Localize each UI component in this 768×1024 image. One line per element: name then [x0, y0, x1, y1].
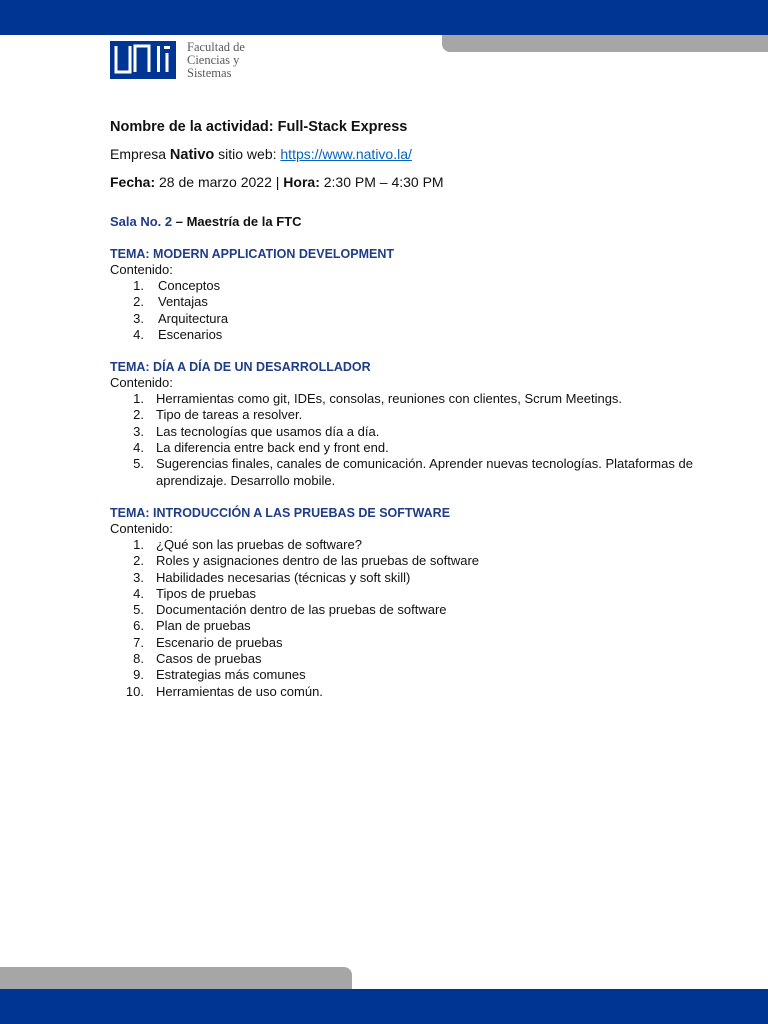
activity-title: Nombre de la actividad: Full-Stack Express	[110, 119, 408, 135]
date-label: Fecha:	[110, 174, 156, 190]
header-accent-band	[442, 35, 768, 52]
list-item	[110, 667, 730, 683]
topic-items	[110, 537, 730, 700]
list-item	[110, 651, 730, 667]
list-item-number: 1.	[133, 278, 144, 293]
list-item-number: 5.	[133, 456, 144, 472]
list-item-text: Casos de pruebas	[156, 651, 262, 667]
list-item-number: 6.	[133, 618, 144, 634]
list-item-number: 2.	[133, 407, 144, 423]
topic-section	[110, 359, 730, 489]
list-item-text: La diferencia entre back end y front end.	[156, 440, 389, 456]
list-item-number: 1.	[133, 391, 144, 407]
faculty-name	[187, 41, 287, 80]
list-item-text: Tipo de tareas a resolver.	[156, 407, 303, 423]
topic-section	[110, 246, 730, 343]
time-label: Hora:	[279, 174, 320, 190]
list-item-text: Herramientas como git, IDEs, consolas, reuniones con clientes, Scrum Meetings.	[156, 391, 623, 407]
topic-title: TEMA: INTRODUCCIÓN A LAS PRUEBAS DE SOFTWARE	[110, 505, 451, 520]
list-item-number: 2.	[133, 294, 144, 310]
list-item	[110, 537, 730, 553]
list-item-text: Las tecnologías que usamos día a día.	[156, 423, 380, 439]
list-item	[110, 602, 730, 618]
list-item-text: ¿Qué son las pruebas de software?	[156, 536, 362, 552]
list-item-number: 9.	[133, 667, 144, 683]
list-item	[110, 391, 730, 407]
list-item	[110, 684, 730, 700]
list-item	[110, 553, 730, 569]
header-band	[0, 0, 768, 35]
list-item	[110, 456, 730, 489]
list-item-text: Habilidades necesarias (técnicas y soft skill)	[156, 569, 411, 585]
list-item-text: Tipos de pruebas	[156, 585, 256, 601]
topic-content-label: Contenido:	[110, 262, 173, 277]
date-value: 28 de marzo 2022	[155, 174, 276, 190]
faculty-logo	[110, 41, 280, 81]
list-item	[110, 440, 730, 456]
uni-logo-icon	[110, 41, 176, 79]
list-item-text: Ventajas	[158, 294, 208, 310]
topic-title: TEMA: MODERN APPLICATION DEVELOPMENT	[110, 247, 395, 261]
room-line	[110, 214, 730, 230]
list-item-number: 4.	[133, 326, 144, 342]
list-item	[110, 278, 730, 294]
topic-title: TEMA: DÍA A DÍA DE UN DESARROLLADOR	[110, 360, 371, 375]
company-name: Nativo	[169, 147, 215, 163]
company-suffix: sitio web:	[214, 146, 281, 162]
room-description: – Maestría de la FTC	[172, 214, 302, 229]
topic-content-label: Contenido:	[110, 520, 173, 536]
time-value: 2:30 PM – 4:30 PM	[319, 174, 444, 190]
list-item-text: Escenario de pruebas	[156, 634, 283, 650]
list-item-number: 3.	[133, 310, 144, 326]
topic-items	[110, 278, 730, 343]
list-item	[110, 635, 730, 651]
list-item-number: 4.	[133, 440, 144, 456]
list-item	[110, 570, 730, 586]
list-item-number: 3.	[133, 423, 144, 439]
list-item-text: Roles y asignaciones dentro de las pruebas de software	[156, 553, 480, 569]
list-item-text: Arquitectura	[158, 310, 229, 326]
list-item-text: Conceptos	[158, 278, 221, 293]
list-item-text: Escenarios	[158, 326, 223, 342]
list-item	[110, 618, 730, 634]
list-item-text: Herramientas de uso común.	[156, 683, 323, 699]
faculty-name-line: Sistemas	[187, 66, 232, 80]
footer-band	[0, 989, 768, 1024]
list-item-number: 3.	[133, 569, 144, 585]
room-label: Sala No. 2	[110, 214, 173, 229]
topic-items	[110, 391, 730, 489]
list-item-text: Estrategias más comunes	[156, 667, 306, 683]
topics-list	[110, 246, 730, 700]
list-item-number: 10.	[125, 683, 144, 699]
list-item-text: Sugerencias finales, canales de comunicación. Aprender nuevas tecnologías. Plataformas de aprendizaje. Desarrollo mobile.	[156, 456, 693, 488]
faculty-name-line: Ciencias y	[187, 53, 240, 67]
list-item	[110, 311, 730, 327]
list-item-number: 5.	[133, 602, 144, 618]
document-body	[110, 118, 730, 700]
company-line	[110, 145, 730, 164]
list-item-number: 7.	[133, 634, 144, 650]
company-website-link[interactable]: https://www.nativo.la/	[280, 146, 412, 162]
list-item	[110, 407, 730, 423]
faculty-name-line: Facultad de	[187, 40, 245, 54]
list-item-number: 2.	[133, 553, 144, 569]
footer-accent-band	[0, 967, 352, 989]
topic-content-label: Contenido:	[110, 375, 173, 391]
list-item-number: 1.	[133, 536, 144, 552]
list-item	[110, 327, 730, 343]
list-item	[110, 424, 730, 440]
list-item-number: 8.	[133, 651, 144, 667]
topic-section	[110, 505, 730, 700]
list-item-number: 4.	[133, 585, 144, 601]
list-item	[110, 586, 730, 602]
date-time-line	[110, 173, 730, 191]
company-prefix: Empresa	[110, 146, 170, 162]
list-item-text: Plan de pruebas	[156, 618, 251, 634]
list-item-text: Documentación dentro de las pruebas de software	[156, 602, 447, 618]
list-item	[110, 294, 730, 310]
separator: |	[275, 174, 280, 190]
